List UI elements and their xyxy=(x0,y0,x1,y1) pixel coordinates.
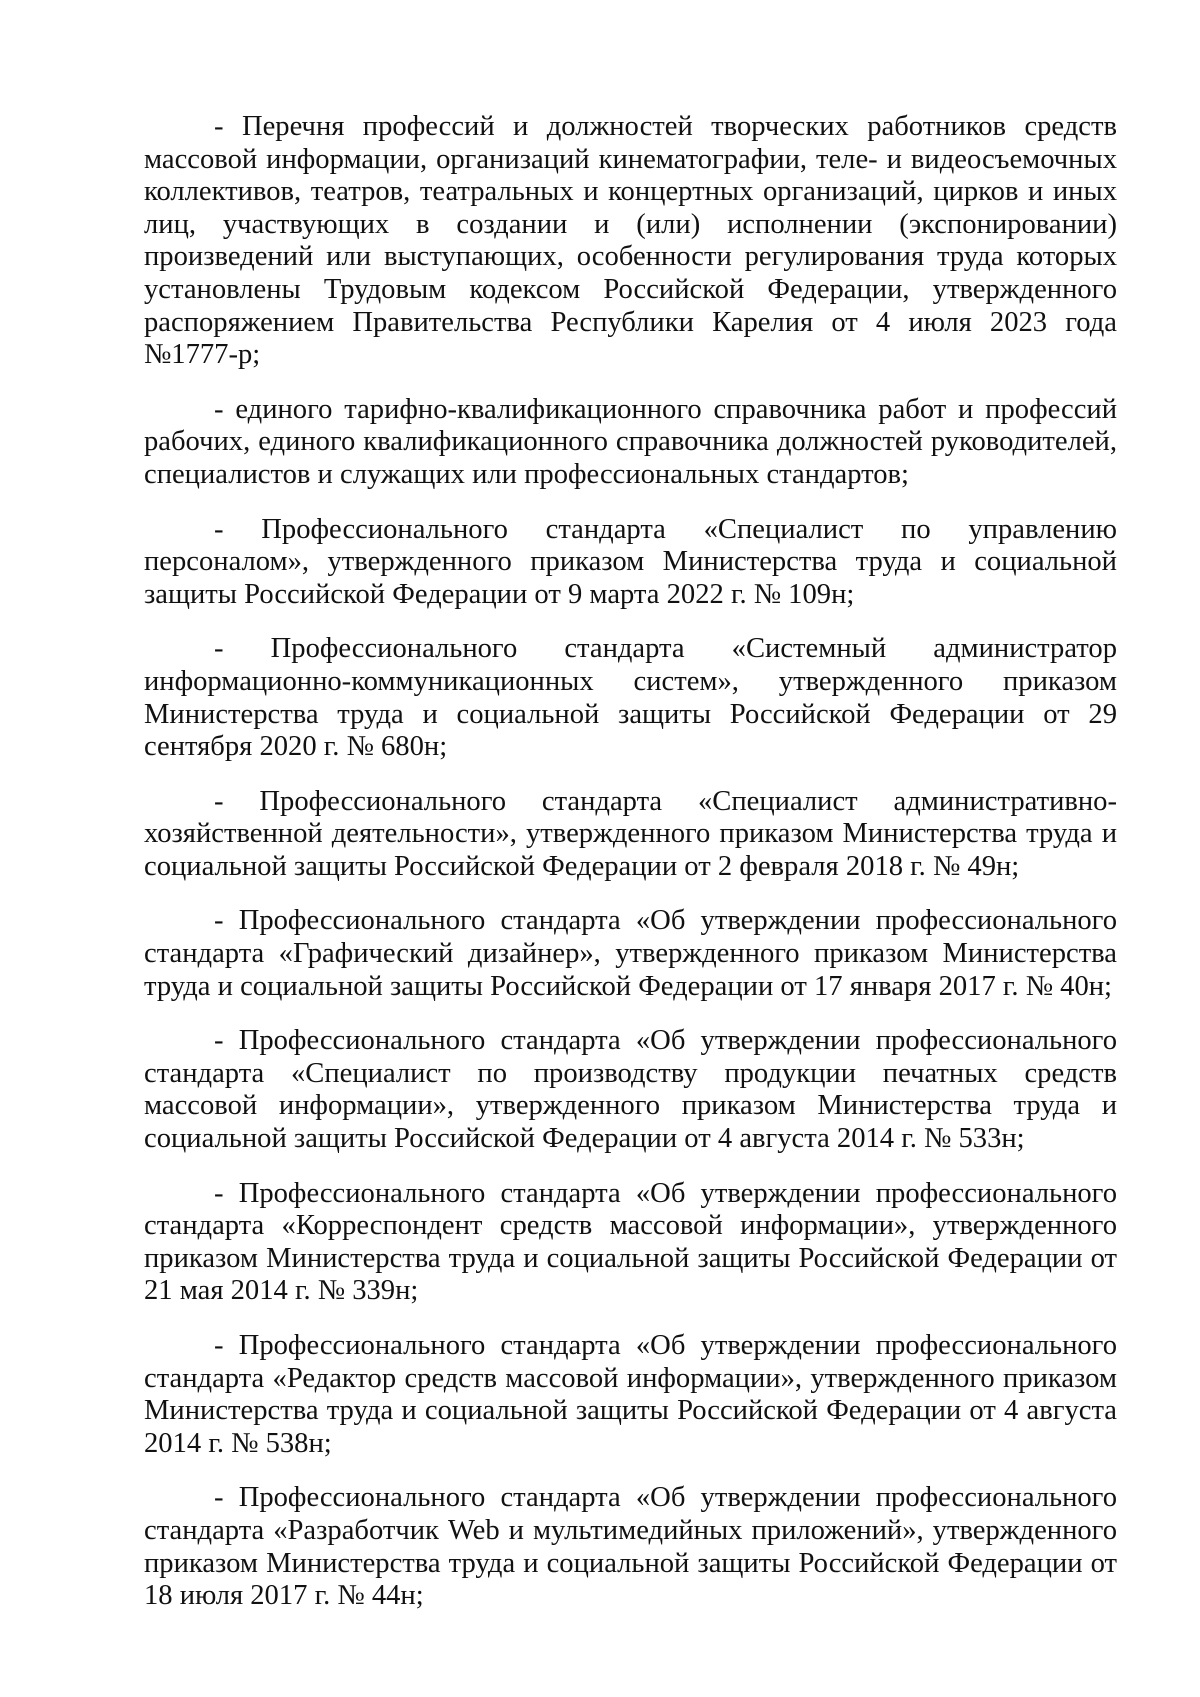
paragraph-sysadmin-standard: - Профессионального стандарта «Системный администратор информационно-коммуникационных систем», утвержденного приказом Министерства труда и социальной защиты Российской Федерации от 29 сентября 2020 г. № 680н; xyxy=(144,633,1117,763)
paragraph-hr-specialist-standard: - Профессионального стандарта «Специалист по управлению персоналом», утвержденного приказом Министерства труда и социальной защиты Российской Федерации от 9 марта 2022 г. № 109н; xyxy=(144,513,1117,610)
paragraph-admin-household-standard: - Профессионального стандарта «Специалист административно-хозяйственной деятельности», утвержденного приказом Министерства труда и социальной защиты Российской Федерации от 2 февраля 2018 г. № 49н; xyxy=(144,785,1117,882)
paragraph-correspondent-standard: - Профессионального стандарта «Об утверждении профессионального стандарта «Корреспондент средств массовой информации», утвержденного приказом Министерства труда и социальной защиты Российской Федерации от 21 мая 2014 г. № 339н; xyxy=(144,1177,1117,1307)
paragraph-graphic-designer-standard: - Профессионального стандарта «Об утверждении профессионального стандарта «Графический дизайнер», утвержденного приказом Министерства труда и социальной защиты Российской Федерации от 17 января 2017 г. № 40н; xyxy=(144,905,1117,1002)
paragraph-editor-standard: - Профессионального стандарта «Об утверждении профессионального стандарта «Редактор средств массовой информации», утвержденного приказом Министерства труда и социальной защиты Российской Федерации от 4 августа 2014 г. № 538н; xyxy=(144,1330,1117,1459)
paragraph-qualification-handbook: - единого тарифно-квалификационного справочника работ и профессий рабочих, единого квалификационного справочника должностей руководителей, специалистов и служащих или профессиональных стандартов; xyxy=(144,393,1117,490)
paragraph-web-developer-standard: - Профессионального стандарта «Об утверждении профессионального стандарта «Разработчик Web и мультимедийных приложений», утвержденного приказом Министерства труда и социальной защиты Российской Федерации от 18 июля 2017 г. № 44н; xyxy=(144,1482,1117,1612)
paragraph-creative-workers-list: - Перечня профессий и должностей творческих работников средств массовой информации, организаций кинематографии, теле- и видеосъемочных коллективов, театров, театральных и концертных организаций, цирков и иных лиц, участвующих в создании и (или) исполнении (экспонировании) произведений или выступающих, особенности регулирования труда которых установлены Трудовым кодексом Российской Федерации, утвержденного распоряжением Правительства Республики Карелия от 4 июля 2023 года №1777-р; xyxy=(144,111,1117,371)
document-body xyxy=(144,111,1117,1635)
paragraph-print-media-standard: - Профессионального стандарта «Об утверждении профессионального стандарта «Специалист по производству продукции печатных средств массовой информации», утвержденного приказом Министерства труда и социальной защиты Российской Федерации от 4 августа 2014 г. № 533н; xyxy=(144,1025,1117,1155)
